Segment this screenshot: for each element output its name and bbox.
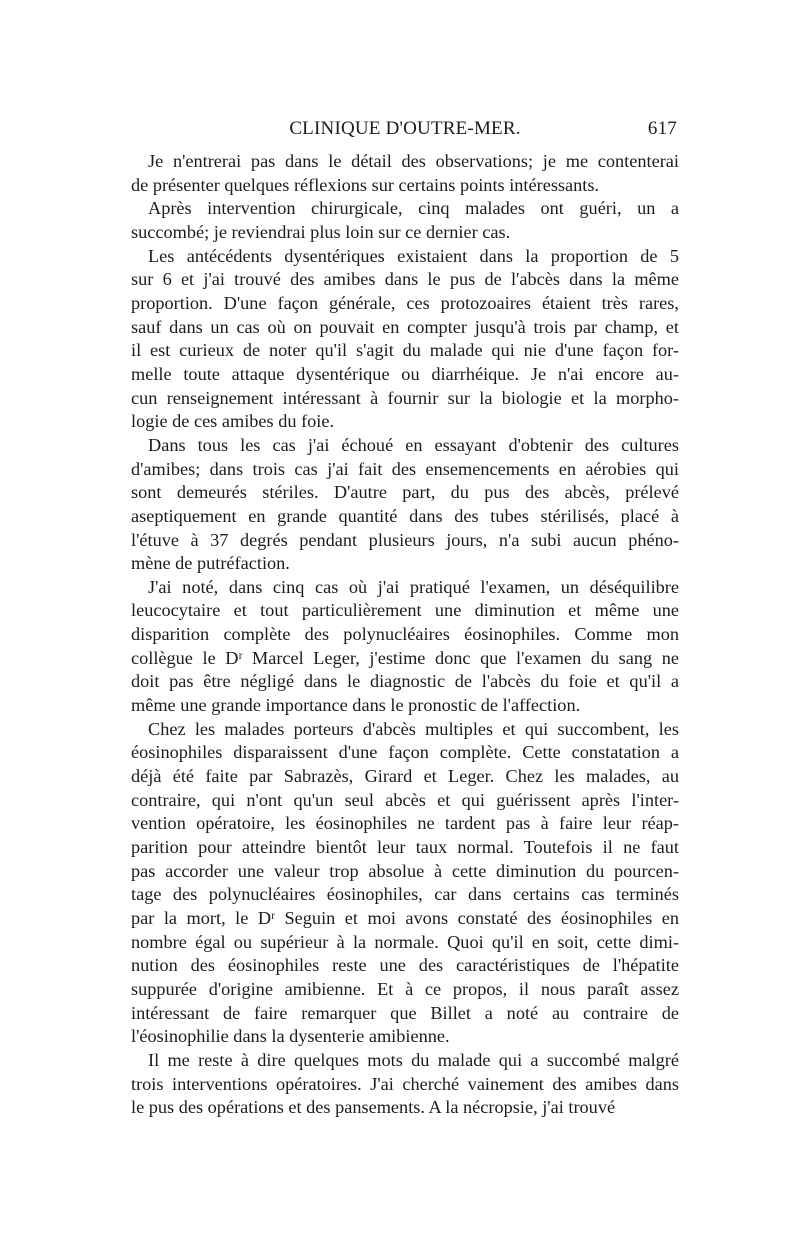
paragraph — [131, 245, 679, 434]
text-line: intéressant de faire remarquer que Billet a noté au contraire de — [131, 1002, 679, 1023]
text-line: Dans tous les cas j'ai échoué en essayant d'obtenir des cultures — [148, 434, 679, 455]
text-line: tage des polynucléaires éosinophiles, car dans certains cas terminés — [131, 884, 679, 905]
text-line: nombre égal ou supérieur à la normale. Quoi qu'il en soit, cette dimi- — [131, 931, 679, 952]
text-line: logie de ces amibes du foie. — [131, 411, 335, 432]
text-line: même une grande importance dans le pronostic de l'affection. — [131, 695, 581, 716]
text-line: l'éosinophilie dans la dysenterie amibienne. — [131, 1026, 450, 1047]
text-line: sauf dans un cas où on pouvait en compter jusqu'à trois par champ, et — [131, 316, 679, 337]
text-line: Il me reste à dire quelques mots du malade qui a succombé malgré — [148, 1049, 679, 1070]
paragraph — [131, 1049, 679, 1120]
text-line: l'étuve à 37 degrés pendant plusieurs jours, n'a subi aucun phéno- — [131, 529, 679, 550]
text-line: doit pas être négligé dans le diagnostic de l'abcès du foie et qu'il a — [131, 671, 679, 692]
page-number: 617 — [647, 118, 677, 139]
text-line: il est curieux de noter qu'il s'agit du malade qui nie d'une façon for- — [131, 340, 679, 361]
text-line: de présenter quelques réflexions sur certains points intéressants. — [131, 174, 600, 195]
paragraph — [131, 197, 679, 244]
page-header — [131, 118, 679, 148]
text-line: leucocytaire et tout particulièrement une diminution et même une — [131, 600, 679, 621]
text-line: proportion. D'une façon générale, ces protozoaires étaient très rares, — [131, 292, 679, 313]
text-line: éosinophiles disparaissent d'une façon complète. Cette constatation a — [131, 742, 679, 763]
text-line: parition pour atteindre bientôt leur taux normal. Toutefois il ne faut — [131, 837, 679, 858]
text-line: sont demeurés stériles. D'autre part, du pus des abcès, prélevé — [131, 482, 679, 503]
text-line: collègue le Dʳ Marcel Leger, j'estime donc que l'examen du sang ne — [131, 647, 679, 668]
body-text — [131, 150, 679, 1120]
text-line: déjà été faite par Sabrazès, Girard et Leger. Chez les malades, au — [131, 766, 679, 787]
text-line: suppurée d'origine amibienne. Et à ce propos, il nous paraît assez — [131, 978, 679, 999]
text-line: Après intervention chirurgicale, cinq malades ont guéri, un a — [148, 198, 679, 219]
text-line: par la mort, le Dʳ Seguin et moi avons constaté des éosinophiles en — [131, 908, 679, 928]
text-line: le pus des opérations et des pansements. A la nécropsie, j'ai trouvé — [131, 1097, 616, 1118]
paragraph — [131, 718, 679, 1049]
text-line: Les antécédents dysentériques existaient dans la proportion de 5 — [148, 245, 679, 266]
paragraph — [131, 150, 679, 197]
text-line: mène de putréfaction. — [131, 553, 290, 574]
text-line: d'amibes; dans trois cas j'ai fait des ensemencements en aérobies qui — [131, 458, 679, 479]
text-line: contraire, qui n'ont qu'un seul abcès et qui guérissent après l'inter- — [131, 789, 679, 810]
text-line: succombé; je reviendrai plus loin sur ce dernier cas. — [131, 221, 511, 242]
text-line: melle toute attaque dysentérique ou diarrhéique. Je n'ai encore au- — [131, 363, 679, 384]
text-line: Chez les malades porteurs d'abcès multiples et qui succombent, les — [148, 718, 679, 739]
text-line: aseptiquement en grande quantité dans des tubes stérilisés, placé à — [131, 505, 679, 526]
text-line: cun renseignement intéressant à fournir sur la biologie et la morpho- — [131, 387, 679, 408]
text-line: trois interventions opératoires. J'ai cherché vainement des amibes dans — [131, 1073, 679, 1094]
text-line: Je n'entrerai pas dans le détail des observations; je me contenterai — [148, 151, 679, 171]
book-page — [131, 118, 679, 1120]
text-line: nution des éosinophiles reste une des caractéristiques de l'hépatite — [131, 955, 679, 976]
running-title: CLINIQUE D'OUTRE-MER. — [289, 118, 521, 139]
text-line: vention opératoire, les éosinophiles ne tardent pas à faire leur réap- — [131, 813, 679, 834]
paragraph — [131, 434, 679, 576]
text-line: pas accorder une valeur trop absolue à cette diminution du pourcen- — [131, 860, 679, 881]
text-line: J'ai noté, dans cinq cas où j'ai pratiqué l'examen, un déséquilibre — [148, 576, 679, 597]
text-line: disparition complète des polynucléaires éosinophiles. Comme mon — [131, 624, 679, 645]
paragraph — [131, 576, 679, 718]
text-line: sur 6 et j'ai trouvé des amibes dans le pus de l'abcès dans la même — [131, 269, 679, 290]
